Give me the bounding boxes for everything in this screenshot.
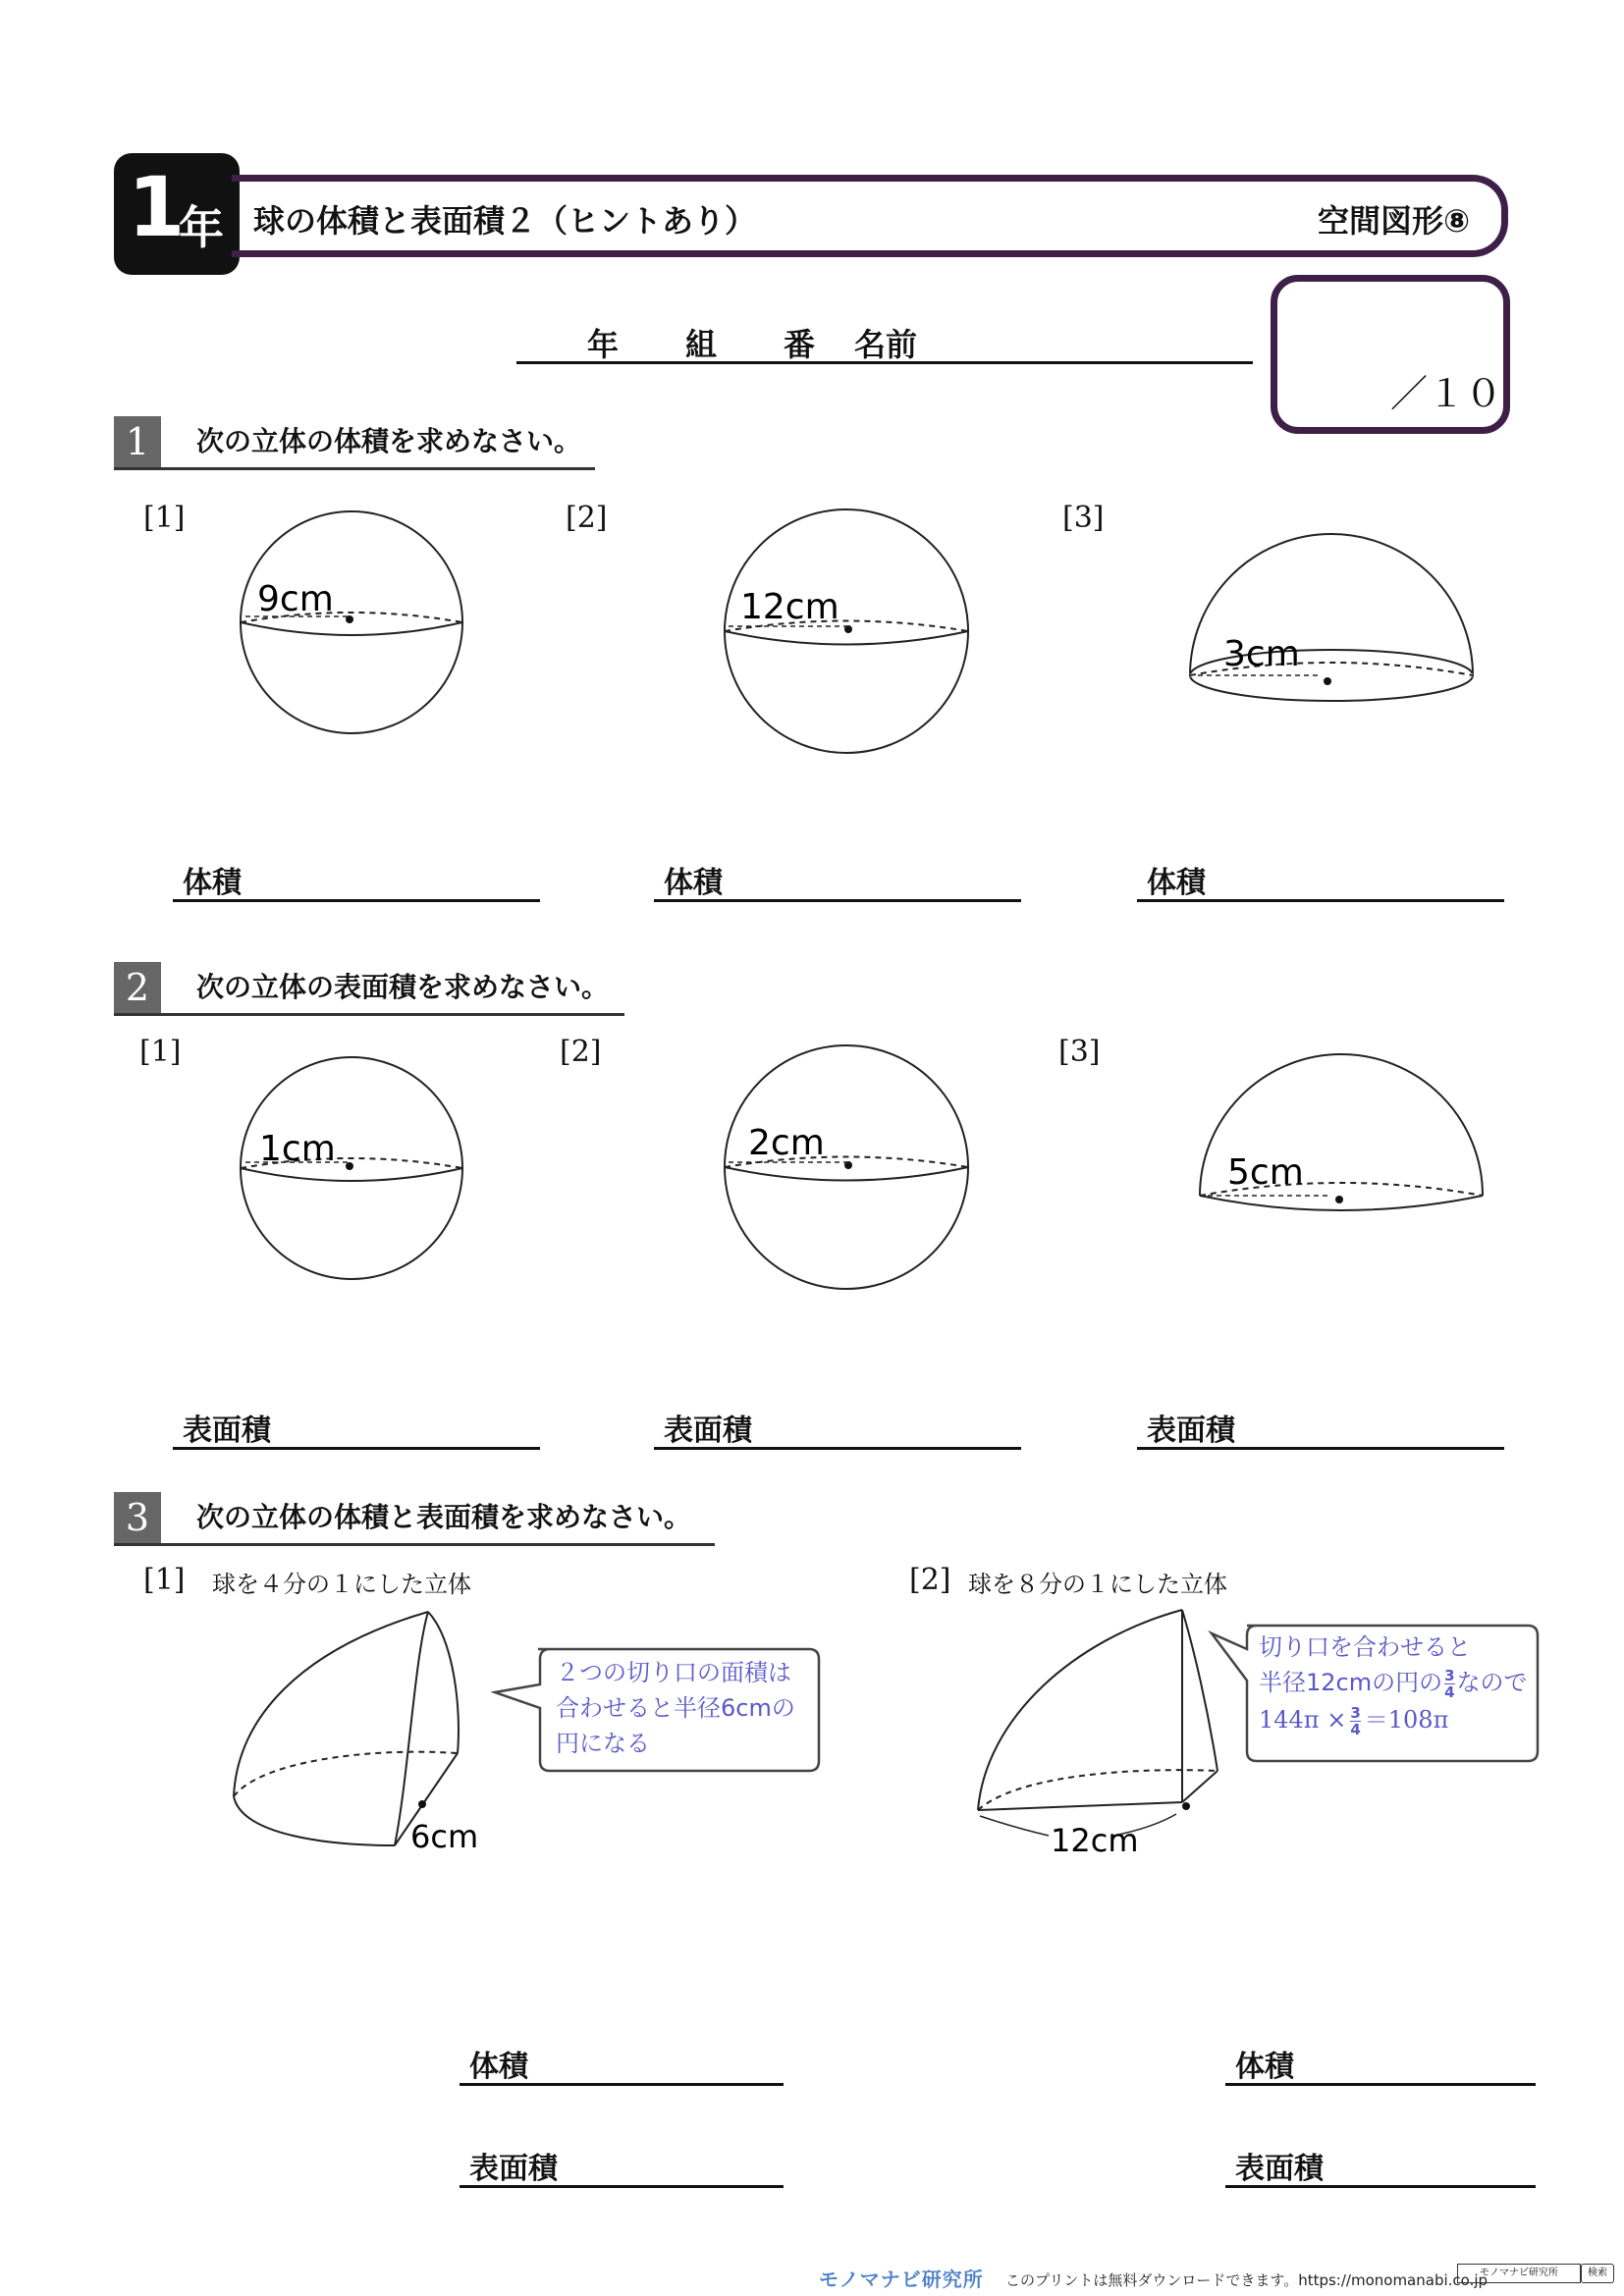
question-label: [3] bbox=[1058, 1035, 1101, 1069]
number-label: 番 bbox=[784, 326, 816, 363]
radius-label: 12cm bbox=[1051, 1822, 1139, 1859]
sphere-figure bbox=[717, 1037, 982, 1302]
question-label: [1] bbox=[139, 1035, 182, 1069]
hemisphere-figure bbox=[1188, 1050, 1502, 1237]
hint-text-line: ２つの切り口の面積は bbox=[556, 1659, 791, 1686]
section-3-header bbox=[114, 1492, 715, 1543]
grade-kanji: 年 bbox=[179, 201, 224, 254]
grade-number: 1 bbox=[128, 159, 186, 255]
footer-notice: このプリントは無料ダウンロードできます。https://monomanabi.co.jp bbox=[1005, 2271, 1489, 2289]
section-underline bbox=[114, 467, 595, 470]
question-label: [3] bbox=[1062, 501, 1105, 535]
radius-label: 1cm bbox=[259, 1129, 336, 1169]
section-underline bbox=[114, 1013, 624, 1016]
name-field[interactable] bbox=[516, 320, 1253, 364]
hint-text-line bbox=[1259, 1665, 1528, 1700]
answer-label: 体積 bbox=[1235, 2050, 1294, 2084]
section-number: 3 bbox=[114, 1492, 161, 1543]
score-total: ／１０ bbox=[1390, 372, 1503, 415]
question-label: [2] bbox=[560, 1035, 602, 1069]
answer-field[interactable] bbox=[1137, 1406, 1504, 1450]
answer-label: 体積 bbox=[1147, 866, 1206, 900]
answer-label: 表面積 bbox=[1147, 1414, 1235, 1448]
answer-label: 表面積 bbox=[664, 1414, 752, 1448]
fraction-denominator: 4 bbox=[1350, 1721, 1361, 1738]
section-title: 次の立体の体積を求めなさい。 bbox=[196, 425, 582, 457]
answer-label: 体積 bbox=[183, 866, 242, 900]
radius-label: 9cm bbox=[257, 579, 334, 619]
hint-text-line: 合わせると半径6cmの bbox=[556, 1694, 795, 1722]
section-number: 2 bbox=[114, 962, 161, 1013]
answer-label: 表面積 bbox=[1235, 2152, 1324, 2186]
fraction-numerator: 3 bbox=[1444, 1666, 1455, 1684]
hemisphere-figure bbox=[1178, 530, 1492, 726]
answer-label: 表面積 bbox=[469, 2152, 558, 2186]
hint-text-line bbox=[1259, 1702, 1448, 1737]
name-label: 名前 bbox=[854, 326, 918, 363]
section-2-header bbox=[114, 962, 624, 1013]
fraction-numerator: 3 bbox=[1350, 1704, 1361, 1722]
section-number: 1 bbox=[114, 416, 161, 467]
answer-label: 体積 bbox=[469, 2050, 528, 2084]
search-button[interactable]: 検索 bbox=[1581, 2264, 1614, 2283]
hint-text-line: 円になる bbox=[556, 1730, 650, 1757]
hint-text-segment: ＝108π bbox=[1364, 1706, 1449, 1734]
question-description: 球を８分の１にした立体 bbox=[968, 1571, 1227, 1598]
radius-label: 2cm bbox=[748, 1123, 825, 1163]
answer-field[interactable] bbox=[1137, 858, 1504, 902]
answer-field[interactable] bbox=[1225, 2144, 1536, 2188]
hint-text-segment: なので bbox=[1456, 1669, 1528, 1696]
section-1-header bbox=[114, 416, 595, 467]
sphere-figure bbox=[226, 501, 481, 746]
answer-label: 表面積 bbox=[183, 1414, 271, 1448]
year-label: 年 bbox=[587, 326, 620, 363]
answer-field[interactable] bbox=[1225, 2042, 1536, 2086]
class-label: 組 bbox=[685, 326, 718, 363]
question-label: [1] bbox=[143, 501, 186, 535]
answer-field[interactable] bbox=[173, 858, 540, 902]
section-underline bbox=[114, 1543, 715, 1546]
radius-label: 6cm bbox=[410, 1818, 479, 1855]
answer-field[interactable] bbox=[654, 858, 1021, 902]
answer-field[interactable] bbox=[173, 1406, 540, 1450]
worksheet-title: 球の体積と表面積２（ヒントあり） bbox=[253, 202, 757, 240]
answer-field[interactable] bbox=[460, 2144, 784, 2188]
quarter-sphere-figure bbox=[222, 1600, 497, 1865]
question-label: [1] bbox=[143, 1563, 186, 1597]
radius-label: 5cm bbox=[1227, 1152, 1304, 1193]
hint-text-line: 切り口を合わせると bbox=[1259, 1633, 1471, 1661]
question-label: [2] bbox=[566, 501, 608, 535]
section-title: 次の立体の表面積を求めなさい。 bbox=[196, 971, 610, 1003]
hint-text-segment: 144π × bbox=[1259, 1706, 1347, 1734]
grade-badge bbox=[114, 153, 240, 275]
fraction bbox=[1350, 1705, 1360, 1737]
question-description: 球を４分の１にした立体 bbox=[212, 1571, 471, 1598]
answer-label: 体積 bbox=[664, 866, 723, 900]
answer-field[interactable] bbox=[460, 2042, 784, 2086]
sphere-figure bbox=[717, 501, 982, 766]
sphere-figure bbox=[226, 1046, 481, 1292]
fraction bbox=[1444, 1668, 1454, 1700]
search-box[interactable]: モノマナビ研究所 bbox=[1457, 2264, 1581, 2283]
answer-field[interactable] bbox=[654, 1406, 1021, 1450]
radius-label: 3cm bbox=[1223, 634, 1300, 674]
section-title: 次の立体の体積と表面積を求めなさい。 bbox=[196, 1501, 692, 1533]
fraction-denominator: 4 bbox=[1444, 1682, 1455, 1701]
unit-label: 空間図形⑧ bbox=[1318, 202, 1471, 240]
hint-text-segment: 半径12cmの円の bbox=[1259, 1669, 1443, 1696]
eighth-sphere-figure bbox=[966, 1600, 1241, 1875]
radius-label: 12cm bbox=[740, 587, 839, 627]
question-label: [2] bbox=[909, 1563, 951, 1597]
brand-logo: モノマナビ研究所 bbox=[819, 2268, 984, 2291]
